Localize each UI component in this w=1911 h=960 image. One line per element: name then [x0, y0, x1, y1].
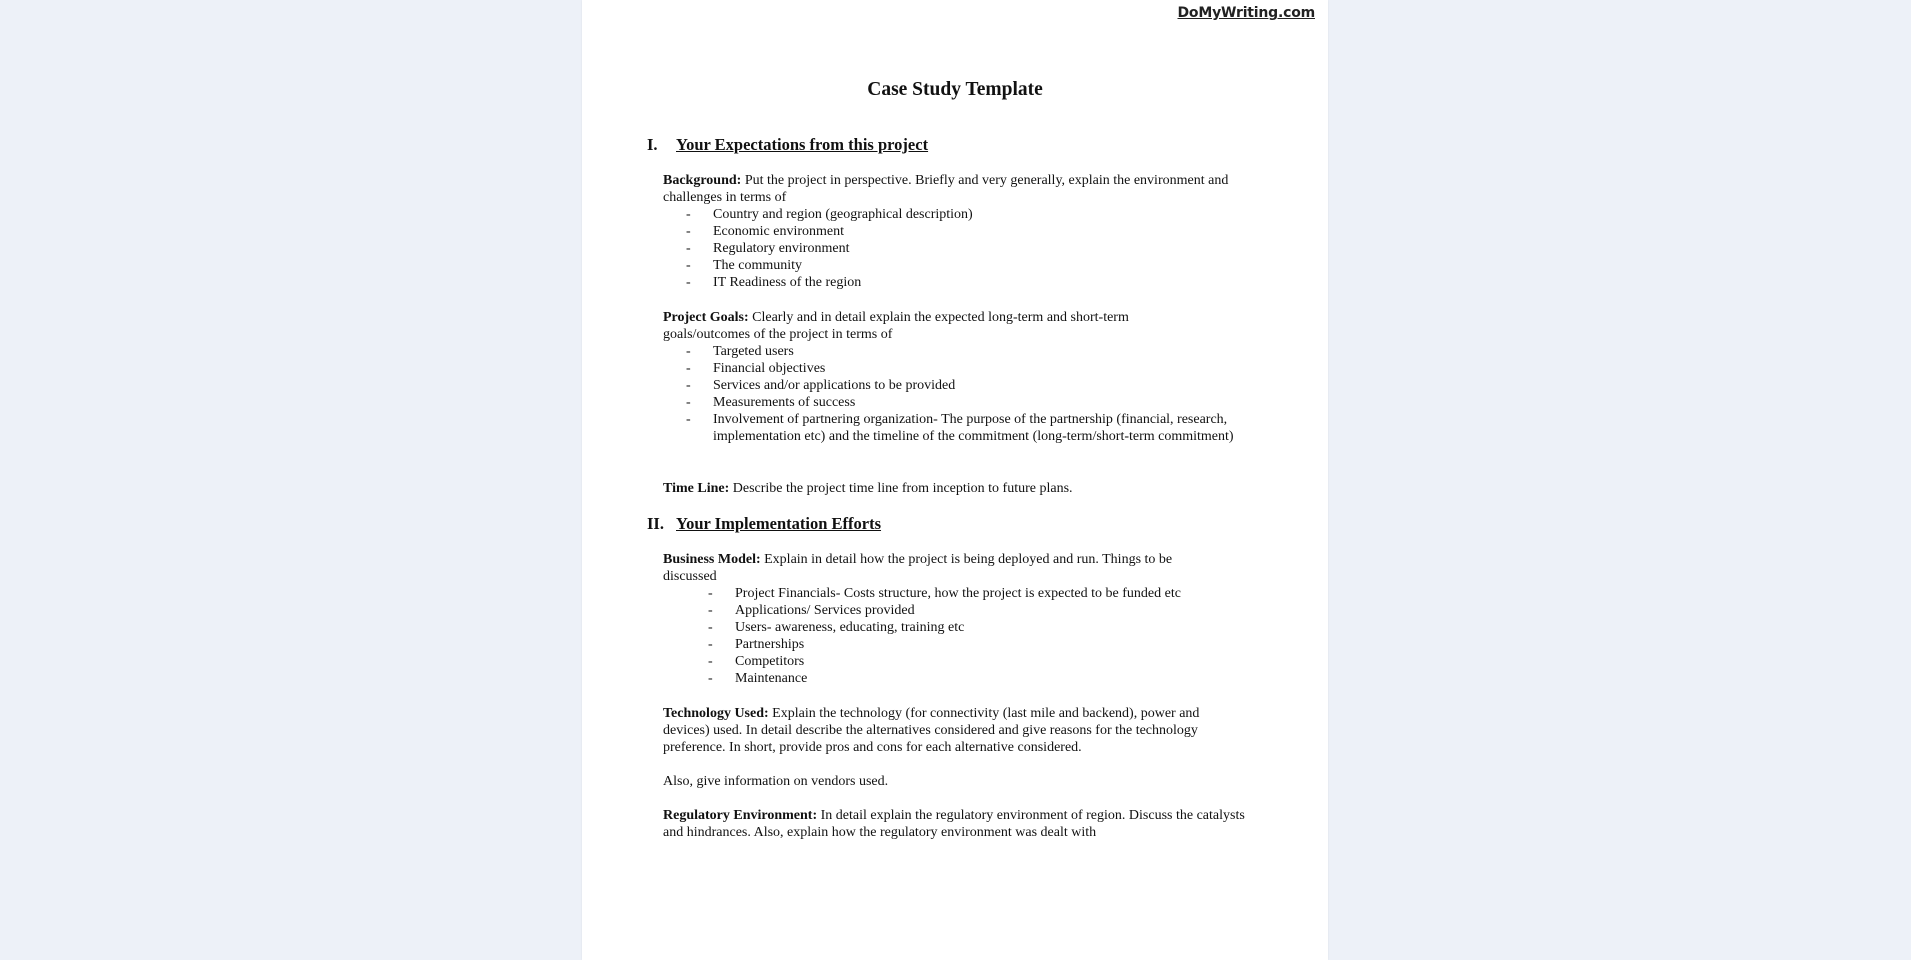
- document-title: Case Study Template: [867, 79, 1043, 100]
- business-model-paragraph: [663, 551, 1213, 585]
- list-item: - Involvement of partnering organization- The purpose of the partnership (financial, research, implementation etc) and the timeline of the commitment (long-term/short-term commitment): [686, 412, 1234, 444]
- section-heading-expectations: [647, 135, 928, 155]
- dash-marker: -: [686, 412, 691, 427]
- dash-marker: -: [708, 654, 713, 669]
- list-item: - Economic environment: [686, 224, 845, 239]
- section-title: Your Expectations from this project: [676, 135, 929, 154]
- background-label: Background:: [663, 173, 742, 188]
- section-heading-implementation: [647, 514, 881, 534]
- list-item: - Maintenance: [708, 671, 808, 686]
- dash-marker: -: [708, 671, 713, 686]
- list-item: - Country and region (geographical description): [686, 207, 973, 222]
- time-line-label: Time Line:: [663, 481, 730, 496]
- list-item: - IT Readiness of the region: [686, 275, 862, 290]
- list-item: - Partnerships: [708, 637, 805, 652]
- background-text: Put the project in perspective. Briefly and very generally, explain the environment and challenges in terms of: [663, 173, 1229, 205]
- dash-marker: -: [708, 637, 713, 652]
- list-item: - Applications/ Services provided: [708, 603, 915, 618]
- document-page: [582, 0, 1328, 960]
- technology-used-paragraph: [663, 705, 1248, 756]
- list-item: - Users- awareness, educating, training etc: [708, 620, 965, 635]
- dash-marker: -: [686, 224, 691, 239]
- background-paragraph: [663, 172, 1248, 206]
- dash-marker: -: [686, 258, 691, 273]
- dash-marker: -: [708, 620, 713, 635]
- list-item: - Competitors: [708, 654, 805, 669]
- list-item: - Regulatory environment: [686, 241, 850, 256]
- project-goals-text: Clearly and in detail explain the expected long-term and short-term goals/outcomes of the project in terms of: [663, 310, 1129, 342]
- watermark-link[interactable]: DoMyWriting.com: [1177, 5, 1315, 21]
- dash-marker: -: [686, 241, 691, 256]
- technology-used-text: Explain the technology (for connectivity (last mile and backend), power and devices) used. In detail describe the alternatives considered and give reasons for the technology preference. In short, provide pros and cons for each alternative considered.: [663, 706, 1200, 755]
- section-number: I.: [647, 135, 658, 154]
- list-item: - Targeted users: [686, 344, 794, 359]
- business-model-list: [708, 585, 1228, 687]
- section-title: Your Implementation Efforts: [676, 514, 882, 533]
- dash-marker: -: [686, 378, 691, 393]
- list-item: - Services and/or applications to be provided: [686, 378, 956, 393]
- regulatory-environment-label: Regulatory Environment:: [663, 808, 818, 823]
- list-item: - Financial objectives: [686, 361, 826, 376]
- business-model-label: Business Model:: [663, 552, 761, 567]
- time-line-paragraph: [663, 480, 1248, 497]
- background-list: [686, 206, 1246, 291]
- time-line-text: Describe the project time line from inception to future plans.: [732, 481, 1073, 496]
- technology-used-label: Technology Used:: [663, 706, 769, 721]
- project-goals-label: Project Goals:: [663, 310, 749, 325]
- project-goals-list: [686, 343, 1246, 445]
- vendors-paragraph: Also, give information on vendors used.: [663, 774, 889, 789]
- dash-marker: -: [686, 361, 691, 376]
- list-item: - The community: [686, 258, 803, 273]
- dash-marker: -: [708, 586, 713, 601]
- section-number: II.: [647, 514, 664, 533]
- project-goals-paragraph: [663, 309, 1183, 343]
- business-model-text: Explain in detail how the project is being deployed and run. Things to be discussed: [663, 552, 1173, 584]
- dash-marker: -: [708, 603, 713, 618]
- list-item: - Project Financials- Costs structure, how the project is expected to be funded etc: [708, 586, 1181, 601]
- dash-marker: -: [686, 275, 691, 290]
- list-item: - Measurements of success: [686, 395, 856, 410]
- dash-marker: -: [686, 207, 691, 222]
- regulatory-environment-text: In detail explain the regulatory environment of region. Discuss the catalysts and hindrances. Also, explain how the regulatory environment was dealt with: [663, 808, 1245, 840]
- dash-marker: -: [686, 344, 691, 359]
- dash-marker: -: [686, 395, 691, 410]
- regulatory-environment-paragraph: [663, 807, 1248, 841]
